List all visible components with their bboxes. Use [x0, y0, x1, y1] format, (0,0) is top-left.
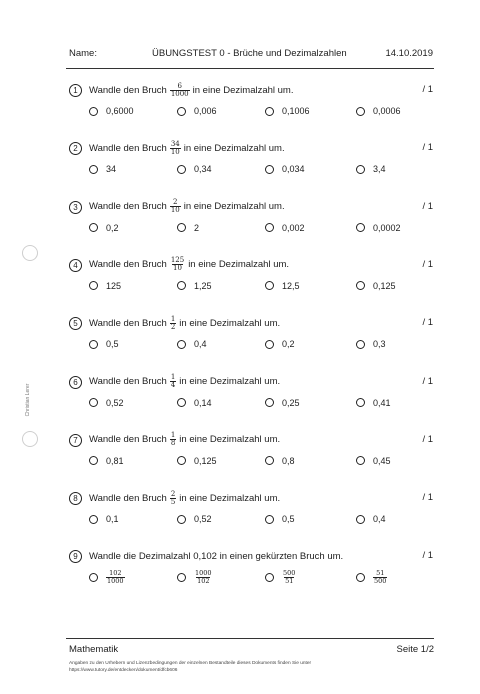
side-author-text: Christian Lerer [25, 383, 31, 417]
question-text [89, 315, 280, 331]
question-number: 5 [69, 317, 82, 330]
question-text [89, 490, 280, 506]
question-text [89, 257, 289, 273]
answer-option[interactable] [177, 162, 212, 176]
radio-circle[interactable] [265, 515, 274, 524]
answer-option[interactable] [265, 162, 305, 176]
answer-option[interactable] [356, 162, 386, 176]
question-fraction [170, 141, 181, 156]
question-text [89, 82, 294, 98]
option-label: 0,4 [194, 339, 207, 350]
answer-option[interactable] [265, 279, 300, 293]
radio-circle[interactable] [89, 573, 98, 582]
question-points: / 1 [422, 258, 433, 270]
fraction-denominator: 4 [170, 381, 176, 389]
radio-circle[interactable] [177, 340, 186, 349]
option-label: 0,34 [194, 164, 212, 175]
question-9 [69, 550, 433, 598]
answer-option[interactable] [177, 512, 212, 526]
option-label: 0,125 [373, 280, 396, 291]
radio-circle[interactable] [356, 281, 365, 290]
option-label: 0,14 [194, 397, 212, 408]
punch-hole-top [22, 245, 38, 261]
question-prompt: Wandle den Bruch [89, 142, 167, 154]
radio-circle[interactable] [356, 398, 365, 407]
answer-option[interactable] [89, 221, 119, 235]
answer-option[interactable] [265, 396, 300, 410]
header-divider [66, 68, 434, 69]
question-fraction [170, 491, 176, 506]
question-prompt-end: in eine Dezimalzahl um. [192, 84, 294, 96]
fraction-denominator: 2 [170, 322, 176, 331]
answer-option[interactable] [177, 454, 217, 468]
question-prompt: Wandle den Bruch [89, 259, 167, 271]
question-fraction [170, 432, 176, 447]
worksheet-date: 14.10.2019 [385, 48, 433, 59]
answer-option[interactable] [177, 570, 216, 584]
fraction-numerator: 51 [376, 568, 385, 577]
option-label: 0,3 [373, 339, 386, 350]
option-label: 0,2 [282, 339, 295, 350]
answer-option[interactable] [356, 512, 386, 526]
option-label: 34 [106, 164, 117, 175]
question-prompt-end: in eine Dezimalzahl um. [179, 317, 281, 329]
answer-options [89, 454, 433, 468]
fraction-denominator: 500 [374, 576, 387, 585]
question-points: / 1 [422, 200, 433, 212]
answer-options [89, 570, 433, 584]
answer-option[interactable] [89, 104, 134, 118]
answer-option[interactable] [356, 454, 391, 468]
question-fraction [170, 199, 181, 214]
question-points: / 1 [422, 142, 433, 154]
answer-option[interactable] [265, 454, 295, 468]
radio-circle[interactable] [177, 573, 186, 582]
answer-option[interactable] [265, 570, 299, 584]
question-prompt: Wandle den Bruch [89, 201, 167, 213]
fraction-denominator: 10 [170, 206, 180, 215]
answer-option[interactable] [89, 512, 119, 526]
question-number: 8 [69, 492, 82, 505]
fraction-numerator: 1 [170, 431, 176, 440]
fraction-denominator: 51 [285, 576, 294, 585]
fraction-numerator: 34 [170, 139, 180, 148]
answer-option[interactable] [356, 104, 401, 118]
punch-hole-bottom [22, 431, 38, 447]
question-prompt: Wandle die Dezimalzahl 0,102 in einen gekürzten Bruch um. [89, 550, 344, 562]
question-prompt-end: in eine Dezimalzahl um. [188, 259, 290, 271]
radio-circle[interactable] [89, 165, 98, 174]
answer-option[interactable] [177, 279, 212, 293]
license-url: https://www.tutory.de/entdecken/dokument/dfcb606 [69, 668, 178, 673]
question-prompt: Wandle den Bruch [89, 376, 167, 387]
footer-subject: Mathematik [69, 644, 119, 655]
answer-option[interactable] [89, 570, 128, 584]
answer-option[interactable] [265, 104, 310, 118]
question-text [89, 140, 285, 156]
radio-circle[interactable] [356, 515, 365, 524]
question-number: 4 [69, 259, 82, 272]
answer-options [89, 279, 433, 293]
option-label: 0,41 [373, 397, 391, 408]
option-label: 0,52 [106, 397, 124, 408]
radio-circle[interactable] [89, 223, 98, 232]
worksheet-header [69, 48, 433, 62]
answer-option[interactable] [89, 454, 124, 468]
answer-option[interactable] [177, 221, 199, 235]
question-number: 3 [69, 201, 82, 214]
question-prompt: Wandle den Bruch [89, 84, 167, 96]
option-label: 0,034 [282, 164, 305, 175]
radio-circle[interactable] [177, 456, 186, 465]
option-label: 0,81 [106, 455, 124, 466]
answer-option[interactable] [356, 221, 401, 235]
radio-circle[interactable] [177, 398, 186, 407]
option-label: 0,1 [106, 514, 119, 525]
worksheet-title: ÜBUNGSTEST 0 - Brüche und Dezimalzahlen [152, 48, 347, 59]
fraction-numerator: 2 [170, 489, 176, 498]
answer-option[interactable] [89, 162, 116, 176]
question-5 [69, 314, 433, 365]
question-1 [69, 81, 433, 132]
answer-option[interactable] [177, 337, 207, 351]
answer-option[interactable] [177, 396, 212, 410]
question-text [89, 432, 280, 448]
option-label: 2 [194, 222, 200, 233]
question-number: 6 [69, 376, 82, 389]
option-label: 0,8 [282, 455, 295, 466]
question-8 [69, 489, 433, 540]
option-label: 125 [106, 280, 122, 291]
answer-options [89, 104, 433, 118]
question-points: / 1 [422, 317, 433, 329]
fraction-numerator: 1 [170, 314, 176, 323]
question-number: 1 [69, 84, 82, 97]
question-fraction [170, 374, 176, 389]
answer-option[interactable] [265, 512, 295, 526]
question-prompt-end: in eine Dezimalzahl um. [183, 201, 285, 213]
question-prompt: Wandle den Bruch [89, 434, 167, 446]
question-prompt-end: in eine Dezimalzahl um. [179, 492, 281, 504]
radio-circle[interactable] [265, 107, 274, 116]
radio-circle[interactable] [356, 573, 365, 582]
question-6 [69, 373, 433, 424]
radio-circle[interactable] [89, 398, 98, 407]
answer-option[interactable] [89, 396, 124, 410]
fraction-numerator: 6 [177, 81, 182, 90]
option-label: 0,5 [106, 339, 119, 350]
fraction-denominator: 10 [170, 147, 180, 156]
fraction-numerator: 500 [283, 568, 296, 577]
fraction-denominator: 1000 [107, 576, 124, 585]
question-text [89, 548, 343, 564]
answer-options [89, 337, 433, 351]
option-label: 0,0006 [373, 106, 401, 116]
fraction-denominator: 1000 [170, 89, 189, 98]
fraction-denominator: 10 [173, 264, 182, 273]
option-label: 0,0002 [373, 222, 401, 233]
option-label: 0,125 [194, 455, 217, 466]
fraction-denominator: 8 [170, 439, 176, 448]
radio-circle[interactable] [265, 165, 274, 174]
answer-option[interactable] [265, 337, 295, 351]
question-points: / 1 [422, 550, 433, 562]
option-fraction [194, 570, 213, 585]
answer-options [89, 162, 433, 176]
question-4 [69, 256, 433, 307]
radio-circle[interactable] [89, 340, 98, 349]
answer-option[interactable] [356, 570, 390, 584]
radio-circle[interactable] [265, 223, 274, 232]
option-fraction [282, 570, 296, 585]
radio-circle[interactable] [177, 281, 186, 290]
answer-options [89, 512, 433, 526]
answer-option[interactable] [356, 396, 391, 410]
question-2 [69, 139, 433, 190]
question-fraction [170, 257, 185, 272]
option-label: 0,45 [373, 455, 391, 466]
option-fraction [373, 570, 387, 585]
option-label: 1,25 [194, 280, 212, 291]
answer-option[interactable] [356, 337, 386, 351]
fraction-numerator: 102 [109, 568, 122, 577]
radio-circle[interactable] [89, 281, 98, 290]
question-points: / 1 [422, 375, 433, 387]
radio-circle[interactable] [177, 223, 186, 232]
option-fraction [106, 570, 125, 585]
fraction-numerator: 1000 [195, 568, 212, 577]
fraction-numerator: 2 [173, 198, 178, 207]
option-label: 0,002 [282, 222, 305, 233]
option-label: 0,1006 [282, 106, 310, 116]
question-prompt: Wandle den Bruch [89, 492, 167, 504]
question-text [89, 199, 285, 215]
question-number: 9 [69, 550, 82, 563]
option-label: 3,4 [373, 164, 386, 175]
radio-circle[interactable] [265, 456, 274, 465]
answer-option[interactable] [89, 279, 121, 293]
question-fraction [170, 83, 190, 98]
answer-option[interactable] [356, 279, 396, 293]
fraction-numerator: 1 [170, 373, 176, 381]
footer-license-note [69, 660, 311, 674]
question-text [89, 374, 280, 390]
radio-circle[interactable] [265, 398, 274, 407]
radio-circle[interactable] [356, 340, 365, 349]
radio-circle[interactable] [356, 165, 365, 174]
answer-option[interactable] [177, 104, 217, 118]
radio-circle[interactable] [356, 107, 365, 116]
question-7 [69, 431, 433, 482]
option-label: 12,5 [282, 280, 300, 291]
question-points: / 1 [422, 433, 433, 445]
option-label: 0,5 [282, 514, 295, 525]
fraction-denominator: 102 [197, 576, 210, 585]
answer-options [89, 396, 433, 410]
question-points: / 1 [422, 84, 433, 95]
radio-circle[interactable] [89, 456, 98, 465]
radio-circle[interactable] [89, 107, 98, 116]
name-label: Name: [69, 48, 97, 59]
radio-circle[interactable] [356, 223, 365, 232]
question-number: 2 [69, 142, 82, 155]
fraction-denominator: 5 [170, 497, 176, 506]
license-line: Angaben zu den Urhebern und Lizenzbedingungen der einzelnen Bestandteile dieses Dokuments finden Sie unter [69, 661, 312, 666]
radio-circle[interactable] [265, 281, 274, 290]
answer-options [89, 221, 433, 235]
question-prompt-end: in eine Dezimalzahl um. [179, 434, 281, 446]
question-prompt-end: in eine Dezimalzahl um. [179, 376, 281, 387]
radio-circle[interactable] [177, 515, 186, 524]
option-label: 0,6000 [106, 106, 134, 116]
answer-option[interactable] [89, 337, 119, 351]
radio-circle[interactable] [265, 340, 274, 349]
question-fraction [170, 316, 176, 331]
question-3 [69, 198, 433, 249]
option-label: 0,52 [194, 514, 212, 525]
option-label: 0,25 [282, 397, 300, 408]
footer-divider [66, 638, 434, 639]
option-label: 0,006 [194, 106, 217, 116]
question-prompt: Wandle den Bruch [89, 317, 167, 329]
fraction-numerator: 125 [170, 256, 185, 265]
question-prompt-end: in eine Dezimalzahl um. [183, 142, 285, 154]
radio-circle[interactable] [177, 165, 186, 174]
radio-circle[interactable] [177, 107, 186, 116]
question-number: 7 [69, 434, 82, 447]
radio-circle[interactable] [356, 456, 365, 465]
question-points: / 1 [422, 492, 433, 504]
option-label: 0,4 [373, 514, 386, 525]
answer-option[interactable] [265, 221, 305, 235]
option-label: 0,2 [106, 222, 119, 233]
radio-circle[interactable] [89, 515, 98, 524]
footer-page-number: Seite 1/2 [396, 644, 434, 655]
radio-circle[interactable] [265, 573, 274, 582]
